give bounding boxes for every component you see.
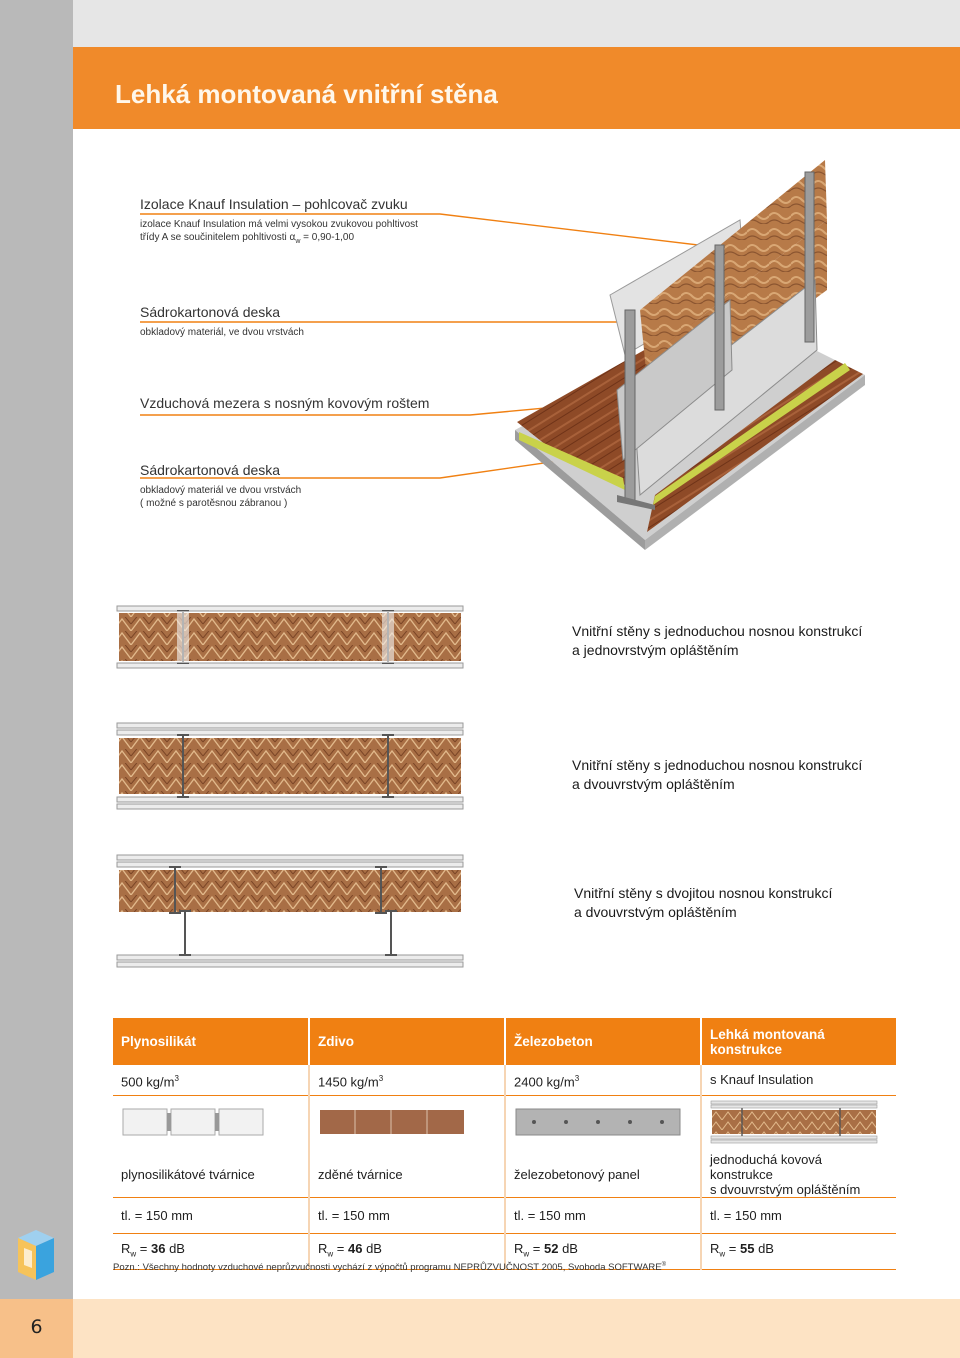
callout-heading: Izolace Knauf Insulation – pohlcovač zvuku — [140, 196, 408, 212]
brick-wall-image — [318, 1105, 468, 1139]
section-label-3 — [574, 884, 832, 922]
section-label-line: Vnitřní stěny s jednoduchou nosnou konstrukcí — [572, 623, 863, 639]
header-masonry: Zdivo — [309, 1018, 505, 1065]
table-cell — [309, 1065, 505, 1095]
section-label-2 — [572, 756, 862, 794]
table-cell — [113, 1065, 309, 1095]
density-value: 1450 kg/m — [318, 1073, 379, 1089]
footer-band — [73, 1299, 960, 1358]
header-reinforced-concrete: Železobeton — [505, 1018, 701, 1065]
callout-desc-line: obkladový materiál ve dvou vrstvách — [140, 485, 302, 496]
rw-value: 55 — [740, 1241, 755, 1257]
section-label-line: a jednovrstvým opláštěním — [572, 642, 739, 658]
superscript: 3 — [574, 1073, 580, 1083]
table-cell: s Knauf Insulation — [701, 1065, 896, 1095]
rw-unit: dB — [558, 1241, 578, 1257]
comparison-table — [113, 1018, 896, 1270]
rw-value: 52 — [544, 1241, 559, 1257]
table-cell: tl. = 150 mm — [701, 1198, 896, 1234]
wall-3d-illustration — [505, 160, 865, 570]
material-line: jednoduchá kovová konstrukce — [710, 1152, 823, 1182]
table-row-thickness — [113, 1198, 896, 1234]
section-diagram-single-single — [113, 603, 467, 675]
rw-subscript: w — [327, 1249, 334, 1259]
rw-label: R — [318, 1241, 328, 1257]
callout-heading: Sádrokartonová deska — [140, 462, 281, 478]
table-cell — [701, 1152, 896, 1198]
rw-equals: = — [725, 1241, 740, 1257]
table-row-material — [113, 1152, 896, 1198]
rw-label: R — [121, 1241, 131, 1257]
lightweight-wall-image — [710, 1100, 880, 1144]
callout-heading: Sádrokartonová deska — [140, 304, 281, 320]
table-cell — [701, 1234, 896, 1270]
section-diagram-single-double — [113, 721, 467, 811]
rw-subscript: w — [523, 1249, 530, 1259]
section-label-line: a dvouvrstvým opláštěním — [574, 904, 737, 920]
page-number-box — [0, 1299, 73, 1358]
section-label-line: Vnitřní stěny s jednoduchou nosnou konstrukcí — [572, 757, 863, 773]
callout-desc-line: izolace Knauf Insulation má velmi vysokou zvukovou pohltivost — [140, 219, 418, 230]
table-cell: tl. = 150 mm — [113, 1198, 309, 1234]
section-label-1 — [572, 622, 862, 660]
registered-mark: ® — [661, 1262, 667, 1268]
density-value: 500 kg/m — [121, 1073, 175, 1089]
callout-desc-line: třídy A se součinitelem pohltivosti α — [140, 232, 296, 243]
table-cell: zděné tvárnice — [309, 1152, 505, 1198]
rw-equals: = — [529, 1241, 544, 1257]
section-diagram-double-double — [113, 853, 467, 969]
page-title: Lehká montovaná vnitřní stěna — [115, 79, 498, 109]
table-row-density — [113, 1065, 896, 1095]
material-line: s dvouvrstvým opláštěním — [710, 1182, 861, 1197]
table-cell — [309, 1095, 505, 1152]
page-number: 6 — [30, 1316, 43, 1338]
table-cell: tl. = 150 mm — [309, 1198, 505, 1234]
aerated-blocks-image — [121, 1105, 271, 1139]
alpha-value: = 0,90-1,00 — [300, 232, 355, 243]
rw-unit: dB — [362, 1241, 382, 1257]
table-cell: plynosilikátové tvárnice — [113, 1152, 309, 1198]
header-aerated-concrete: Plynosilikát — [113, 1018, 309, 1065]
rw-value: 36 — [151, 1241, 166, 1257]
section-label-line: Vnitřní stěny s dvojitou nosnou konstrukcí — [574, 885, 833, 901]
alpha-subscript: w — [295, 238, 301, 245]
rw-unit: dB — [754, 1241, 774, 1257]
table-cell — [701, 1095, 896, 1152]
table-header-row — [113, 1018, 896, 1065]
callout-description: obkladový materiál, ve dvou vrstvách — [140, 327, 304, 338]
rw-label: R — [710, 1241, 720, 1257]
footnote-text: Pozn.: Všechny hodnoty vzduchové neprůzvučnosti vychází z výpočtů programu NEPRŮZVUČNOST 2005, Svoboda SOFTWARE — [113, 1262, 662, 1274]
rw-subscript: w — [719, 1249, 726, 1259]
callout-desc-line: ( možné s parotěsnou zábranou ) — [140, 498, 288, 509]
rw-unit: dB — [165, 1241, 185, 1257]
knauf-cube-icon — [14, 1228, 58, 1282]
section-label-line: a dvouvrstvým opláštěním — [572, 776, 735, 792]
table-cell: tl. = 150 mm — [505, 1198, 701, 1234]
table-row-images — [113, 1095, 896, 1152]
superscript: 3 — [174, 1073, 179, 1083]
callout-heading: Vzduchová mezera s nosným kovovým roštem — [140, 395, 430, 411]
footnote — [113, 1262, 666, 1273]
table-cell — [113, 1095, 309, 1152]
rw-subscript: w — [130, 1249, 137, 1259]
table-cell — [505, 1095, 701, 1152]
rw-label: R — [514, 1241, 524, 1257]
rw-equals: = — [136, 1241, 151, 1257]
superscript: 3 — [378, 1073, 384, 1083]
header-lightweight-construction: Lehká montovaná konstrukce — [701, 1018, 896, 1065]
concrete-panel-image — [514, 1105, 684, 1139]
rw-equals: = — [333, 1241, 348, 1257]
density-value: 2400 kg/m — [514, 1073, 575, 1089]
rw-value: 46 — [348, 1241, 363, 1257]
table-cell: železobetonový panel — [505, 1152, 701, 1198]
table-cell — [505, 1065, 701, 1095]
